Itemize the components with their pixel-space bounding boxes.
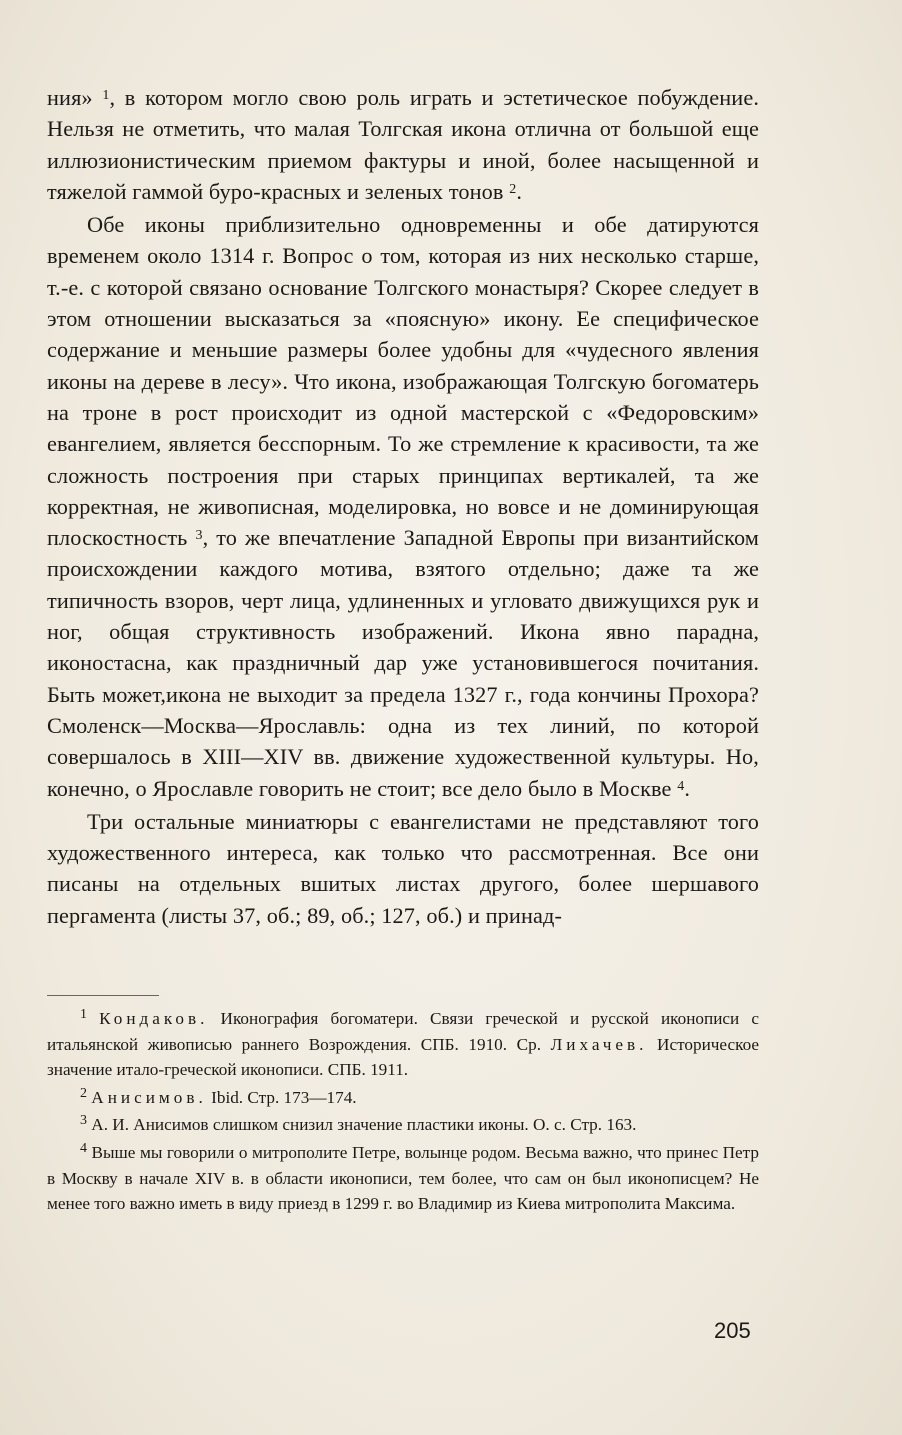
text-run: Три остальные миниатюры с евангелистами не представляют того художественного интереса, как только что рассмотренная. Все они писаны на отдельных вшитых листах другого, более шершавого пергамента (листы 37, об.; 89, об.; 127, об.) и принад- bbox=[47, 808, 759, 928]
footnote-ref: 2 bbox=[80, 1085, 87, 1101]
footnote-ref: 1 bbox=[80, 1007, 87, 1022]
footnotes bbox=[47, 1006, 759, 1217]
author-name: Лихачев. bbox=[550, 1034, 648, 1054]
footnote-ref: 3 bbox=[195, 528, 203, 544]
main-text bbox=[47, 82, 759, 931]
footnote bbox=[47, 1140, 759, 1217]
text-run: . bbox=[684, 775, 691, 801]
footnote-ref: 1 bbox=[102, 88, 110, 103]
text-run: ния» bbox=[47, 85, 103, 110]
text-run: , то же впечатление Западной Европы при византийском происхождении каждого мотива, взятого отдельно; даже та же типичность взоров, черт лица, удлиненных и угловато движущихся рук и ног, общая структивность изображений. Икона явно парадна, иконостасна, как праздничный дар уже установившегося почитания. Быть может,икона не выходит за предела 1327 г., года кончины Прохора? Смоленск—Москва—Ярославль: одна из тех линий, по которой совершалось в XIII—XIV вв. движение художественной культуры. Но, конечно, о Ярославле говорить не стоит; все дело было в Москве bbox=[47, 525, 760, 801]
footnote bbox=[47, 1085, 759, 1111]
footnote-divider bbox=[47, 995, 159, 996]
author-name: Анисимов. bbox=[91, 1087, 207, 1107]
text-run bbox=[87, 1009, 99, 1028]
footnote-ref: 4 bbox=[80, 1140, 87, 1156]
footnote bbox=[47, 1006, 759, 1083]
text-run: А. И. Анисимов слишком снизил значение пластики иконы. О. с. Стр. 163. bbox=[87, 1115, 637, 1135]
text-run: Выше мы говорили о митрополите Петре, волынце родом. Весьма важно, что принес Петр в Москву в начале XIV в. в области иконописи, тем более, что сам он был иконописцем? Не менее того важно иметь в виду приезд в 1299 г. во Владимир из Киева митрополита Максима. bbox=[47, 1142, 759, 1214]
text-run: Обе иконы приблизительно одновременны и обе датируются временем около 1314 г. Вопрос о том, которая из них несколько старше, т.-е. с которой связано основание Толгского монастыря? Скорее следует в этом отношении высказаться за «поясную» икону. Ее специфическое содержание и меньшие размеры более удобны для «чудесного явления иконы на дереве в лесу». Что икона, изображающая Толгскую богоматерь на троне в рост происходит из одной мастерской с «Федоровским» евангелием, является бесспорным. То же стремление к красивости, та же сложность построения при старых принципах вертикалей, та же корректная, не живописная, моделировка, но вовсе и не доминирующая плоскостность bbox=[47, 212, 759, 551]
page-number: 205 bbox=[714, 1318, 751, 1343]
paragraph bbox=[47, 82, 759, 207]
footnote-ref: 3 bbox=[80, 1113, 87, 1129]
text-run: Иконография богоматери. Связи греческой и русской иконописи с итальянской живописью раннего Возрождения. СПБ. 1910. Ср. bbox=[47, 1009, 759, 1054]
footnote bbox=[47, 1112, 759, 1138]
paragraph bbox=[47, 209, 759, 804]
author-name: Кондаков. bbox=[99, 1009, 209, 1028]
text-run: . bbox=[516, 178, 523, 204]
text-run: Ibid. Стр. 173—174. bbox=[206, 1087, 357, 1107]
footnote-ref: 4 bbox=[677, 778, 685, 794]
paragraph bbox=[47, 806, 759, 931]
text-run: , в котором могло свою роль играть и эстетическое побуждение. Нельзя не отметить, что малая Толгская икона отлична от большой еще иллюзионистическим приемом фактуры и иной, более насыщенной и тяжелой гаммой буро-красных и зеленых тонов bbox=[47, 85, 760, 204]
footnote-ref: 2 bbox=[509, 181, 517, 197]
text-run: Историческое значение итало-греческой иконописи. СПБ. 1911. bbox=[47, 1034, 760, 1080]
